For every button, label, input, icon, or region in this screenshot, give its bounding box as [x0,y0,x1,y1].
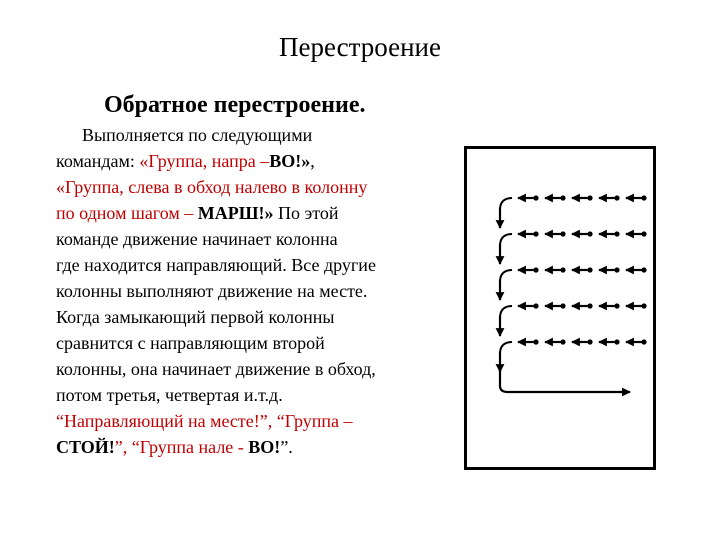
formation-diagram [464,146,656,470]
person-dot [560,303,565,308]
person-dot [641,339,646,344]
person-dot [560,339,565,344]
person-dot [533,195,538,200]
person-dot [614,267,619,272]
text-line: команде движение начинает колонна [56,229,338,249]
person-dot [560,231,565,236]
person-dot [587,303,592,308]
section-subtitle: Обратное перестроение. [104,92,366,118]
person-dot [641,303,646,308]
person-dot [587,267,592,272]
text-line: Когда замыкающий первой колонны [56,307,335,327]
person-dot [641,267,646,272]
text-line: Выполняется по следующими [82,125,313,145]
turn-curve [500,342,512,354]
final-turn [500,368,508,392]
text-line: по одном шагом – МАРШ!» По этой [56,203,339,223]
text-line: СТОЙ!”, “Группа нале - ВО!”. [56,437,293,457]
text-line: “Направляющий на месте!”, “Группа – [56,411,353,431]
person-dot [641,231,646,236]
text-line: где находится направляющий. Все другие [56,255,376,275]
turn-curve [500,270,512,282]
person-dot [533,231,538,236]
person-dot [533,303,538,308]
text-line: командам: «Группа, напра –ВО!», [56,151,315,171]
person-dot [587,231,592,236]
text-line: потом третья, четвертая и.т.д. [56,385,283,405]
person-dot [587,195,592,200]
person-dot [614,231,619,236]
text-line: колонны, она начинает движение в обход, [56,359,376,379]
person-dot [587,339,592,344]
person-dot [614,339,619,344]
turn-curve [500,234,512,246]
person-dot [560,267,565,272]
turn-curve [500,306,512,318]
person-dot [533,339,538,344]
text-line: сравнится с направляющим второй [56,333,325,353]
page-title: Перестроение [279,32,441,62]
description-text [56,122,456,460]
person-dot [533,267,538,272]
diagram-frame [466,148,655,469]
person-dot [614,303,619,308]
text-line: колонны выполняют движение на месте. [56,281,368,301]
person-dot [641,195,646,200]
turn-curve [500,198,512,210]
text-line: «Группа, слева в обход налево в колонну [56,177,368,197]
person-dot [614,195,619,200]
person-dot [560,195,565,200]
